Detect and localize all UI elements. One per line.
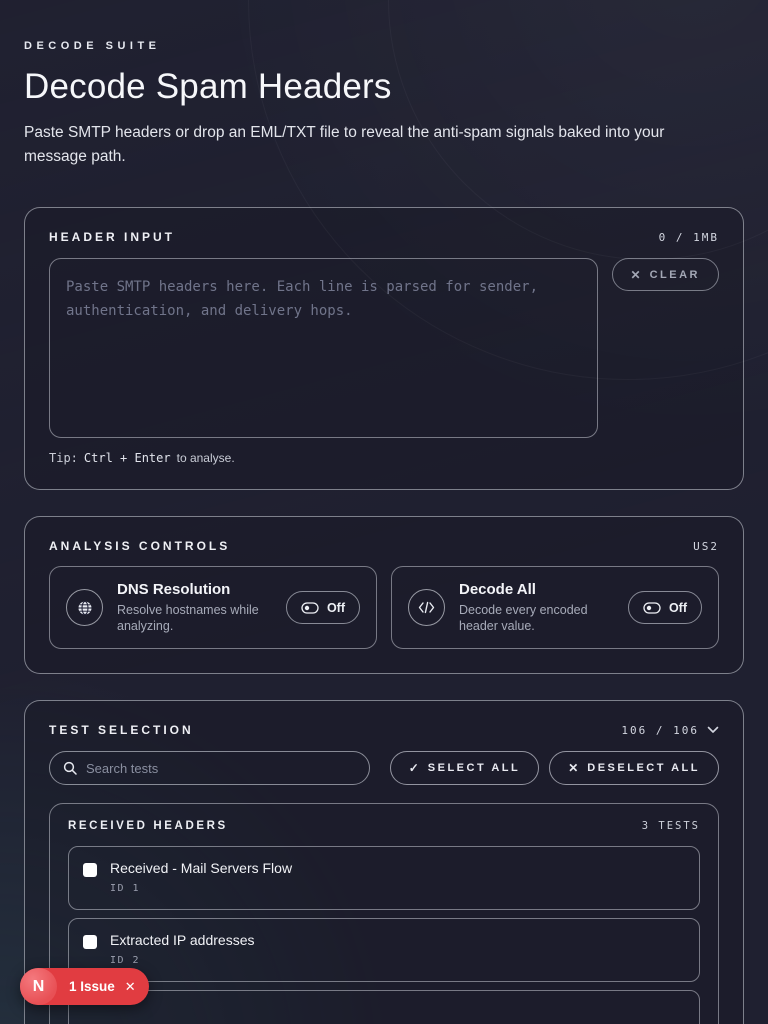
received-headers-group bbox=[49, 803, 719, 1024]
decode-all-text bbox=[459, 581, 614, 634]
deselect-all-button[interactable] bbox=[549, 751, 719, 785]
decode-all-toggle[interactable] bbox=[628, 591, 702, 624]
header-input-card-head bbox=[49, 230, 719, 244]
test-selection-label: TEST SELECTION bbox=[49, 723, 194, 737]
cross-icon: ✕ bbox=[568, 761, 579, 775]
tip-line bbox=[49, 451, 719, 465]
tip-shortcut: Ctrl + Enter bbox=[83, 451, 171, 465]
received-headers-label: RECEIVED HEADERS bbox=[68, 820, 228, 832]
check-icon: ✓ bbox=[408, 761, 419, 775]
deselect-all-label: DESELECT ALL bbox=[587, 762, 700, 774]
analysis-controls-label: ANALYSIS CONTROLS bbox=[49, 539, 231, 553]
selected-counter-value: 106 / 106 bbox=[621, 723, 699, 737]
received-headers-head bbox=[68, 820, 700, 832]
clear-button[interactable] bbox=[612, 258, 719, 291]
toggle-switch-icon bbox=[643, 602, 661, 614]
test-id: ID 1 bbox=[110, 883, 141, 894]
group-test-count: 3 TESTS bbox=[641, 820, 700, 832]
page-title: Decode Spam Headers bbox=[24, 67, 392, 106]
search-input[interactable] bbox=[86, 761, 356, 776]
clear-button-label: CLEAR bbox=[649, 268, 700, 281]
test-controls-row bbox=[49, 751, 719, 785]
test-selection-head bbox=[49, 723, 719, 737]
dns-resolution-title: DNS Resolution bbox=[117, 581, 231, 598]
test-checkbox[interactable] bbox=[83, 935, 97, 949]
code-icon bbox=[408, 589, 445, 626]
issue-count-label: 1 Issue bbox=[69, 979, 115, 994]
nextjs-issue-badge[interactable] bbox=[20, 968, 149, 1005]
analysis-controls-card bbox=[24, 516, 744, 674]
test-title: Extracted IP addresses bbox=[110, 932, 255, 948]
test-item-text bbox=[110, 860, 292, 894]
select-all-label: SELECT ALL bbox=[427, 762, 521, 774]
size-counter: 0 / 1MB bbox=[658, 230, 719, 244]
headers-textarea[interactable] bbox=[49, 258, 598, 438]
toggle-row bbox=[49, 566, 719, 649]
list-item[interactable] bbox=[68, 918, 700, 982]
dns-resolution-toggle[interactable] bbox=[286, 591, 360, 624]
decode-all-state: Off bbox=[668, 600, 687, 615]
test-checkbox[interactable] bbox=[83, 863, 97, 877]
test-title: Received - Mail Servers Flow bbox=[110, 860, 293, 876]
clear-cross-icon: ✕ bbox=[630, 267, 641, 282]
header-input-label: HEADER INPUT bbox=[49, 230, 176, 244]
chevron-down-icon bbox=[707, 726, 719, 734]
page-description: Paste SMTP headers or drop an EML/TXT file to reveal the anti-spam signals baked into your message path. bbox=[24, 124, 665, 165]
globe-icon bbox=[66, 589, 103, 626]
test-id: ID 2 bbox=[110, 955, 141, 966]
select-all-button[interactable] bbox=[390, 751, 540, 785]
list-item[interactable] bbox=[68, 846, 700, 910]
analysis-controls-head bbox=[49, 539, 719, 553]
nextjs-logo-icon: N bbox=[20, 968, 57, 1005]
app-eyebrow: DECODE SUITE bbox=[24, 40, 161, 52]
search-icon bbox=[63, 761, 77, 775]
test-item-text bbox=[110, 932, 254, 966]
header-input-row bbox=[49, 258, 719, 438]
selected-counter[interactable] bbox=[621, 724, 719, 737]
tip-prefix: Tip: bbox=[49, 451, 78, 465]
dns-resolution-state: Off bbox=[326, 600, 345, 615]
tip-suffix: to analyse. bbox=[176, 451, 235, 465]
decode-all-description: Decode every encoded header value. bbox=[459, 603, 588, 633]
close-icon[interactable]: ✕ bbox=[124, 978, 136, 994]
dns-resolution-text bbox=[117, 581, 272, 634]
list-item-partial[interactable] bbox=[68, 990, 700, 1024]
decode-all-card bbox=[391, 566, 719, 649]
region-badge: US2 bbox=[693, 539, 719, 553]
dns-resolution-card bbox=[49, 566, 377, 649]
dns-resolution-description: Resolve hostnames while analyzing. bbox=[117, 603, 259, 633]
search-field[interactable] bbox=[49, 751, 370, 785]
decode-all-title: Decode All bbox=[459, 581, 536, 598]
toggle-switch-icon bbox=[301, 602, 319, 614]
header-input-card bbox=[24, 207, 744, 490]
